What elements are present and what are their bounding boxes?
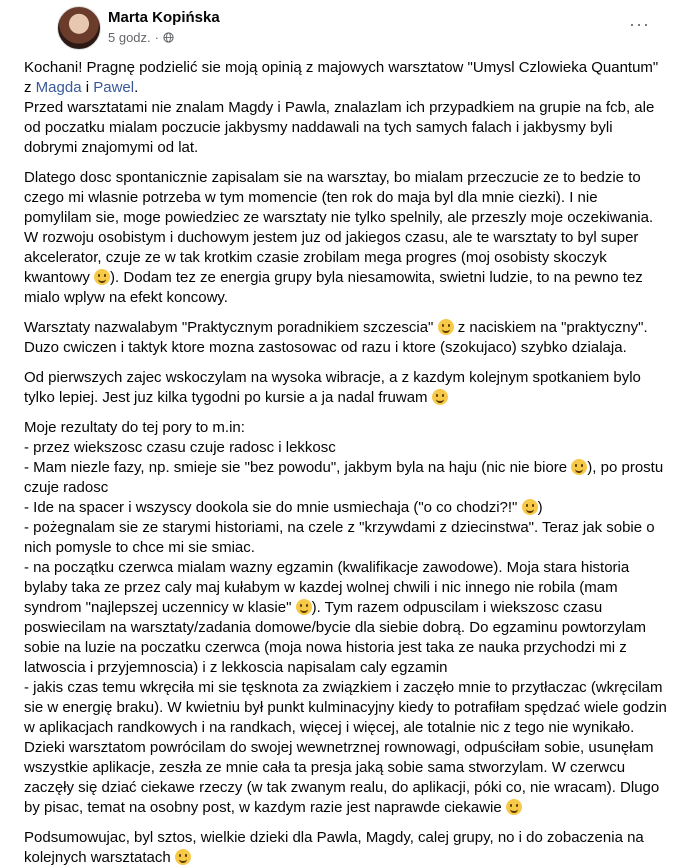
tag-magda-link[interactable]: Magda bbox=[35, 79, 82, 96]
list-item: ), po prostu czuje radosc bbox=[24, 459, 664, 496]
post-text: Duzo cwiczen i taktyk ktore mozna zastosowac od razu i ktore (szokujaco) szybko dzialaja. bbox=[24, 339, 627, 356]
smile-emoji-icon bbox=[506, 799, 522, 815]
tongue-emoji-icon bbox=[296, 599, 312, 615]
tag-pawel-link[interactable]: Pawel bbox=[93, 79, 135, 96]
grin-emoji-icon bbox=[175, 849, 191, 865]
post-paragraph bbox=[24, 828, 668, 868]
post-paragraph bbox=[24, 168, 668, 308]
post-paragraph bbox=[24, 418, 668, 818]
smile-emoji-icon bbox=[432, 389, 448, 405]
post-text: Warsztaty nazwalabym "Praktycznym poradnikiem szczescia" bbox=[24, 319, 438, 336]
post-paragraph bbox=[24, 318, 668, 358]
smile-emoji-icon bbox=[94, 269, 110, 285]
post-text: Podsumowujac, byl sztos, wielkie dzieki dla Pawla, Magdy, calej grupy, no i do zobaczenia na kolejnych warsztatach bbox=[24, 829, 644, 866]
tongue-emoji-icon bbox=[571, 459, 587, 475]
post-text: ). Dodam tez ze energia grupy byla niesamowita, swietni ludzie, to na pewno tez mialo wplyw na efekt koncowy. bbox=[24, 269, 643, 306]
post-text: . bbox=[134, 79, 139, 96]
avatar[interactable] bbox=[57, 6, 101, 50]
meta-separator: · bbox=[154, 30, 159, 45]
list-item: - jakis czas temu wkręciła mi sie tęsknota za związkiem i zaczęło mnie to przytłaczac (wkręcilam sie w energię braku). W kwietniu był punkt kulminacyjny kiedy to potrafiłam spędzać wiele godzin w aplikacjach randkowych i na randkach, więcej i więcej, ale totalnie nic z tego nie wynikało. Dzieki warsztatom powrócilam do swojej wewnetrznej rownowagi, odpuściłam sobie, usunęłam wszystkie aplikacje, zeszła ze mnie cała ta presja jaką sobie sama stworzylam. W czerwcu zaczęły się dziać ciekawe rzeczy (w tak zwanym realu, do aplikacji, póki co, nie wracam). Dlugo by pisac, temat na osobny post, w kazdym razie jest naprawde ciekawie bbox=[24, 679, 667, 816]
post-text: Kochani! Pragnę podzielić sie moją opinią z majowych warsztatow "Umysl Czlowieka Quantum" z bbox=[24, 59, 659, 96]
smile-emoji-icon bbox=[522, 499, 538, 515]
list-item: ) bbox=[537, 499, 543, 516]
post-text: z naciskiem na "praktyczny". bbox=[453, 319, 648, 336]
list-item: - przez wiekszosc czasu czuje radosc i lekkosc bbox=[24, 439, 336, 456]
list-item: - na początku czerwca mialam wazny egzamin (kwalifikacje zawodowe). Moja stara historia bylaby taka ze przez caly maj kułabym w kazdej wolnej chwili i nic innego nie robila (mam syndrom "najlepszej uczennicy w klasie" bbox=[24, 559, 630, 616]
post-paragraph bbox=[24, 58, 668, 158]
globe-icon[interactable] bbox=[163, 32, 174, 43]
smile-emoji-icon bbox=[438, 319, 454, 335]
list-item: - pożegnalam sie ze starymi historiami, na czele z "krzywdami z dziecinstwa". Teraz jak sobie o nich pomysle to chce mi sie smiac. bbox=[24, 519, 655, 556]
post-text: W rozwoju osobistym i duchowym jestem juz od jakiegos czasu, ale te warsztaty to byl super akcelerator, czuje ze w tak krotkim czasie zrobilam mega progres (moj osobisty skoczyk kwantowy bbox=[24, 229, 639, 286]
post-text: Moje rezultaty do tej pory to m.in: bbox=[24, 419, 245, 436]
more-icon[interactable]: ··· bbox=[629, 14, 650, 34]
list-item: - Ide na spacer i wszyscy dookola sie do mnie usmiechaja ("o co chodzi?!" bbox=[24, 499, 522, 516]
post-text: Dlatego dosc spontanicznie zapisalam sie na warsztay, bo mialam przeczucie ze to bedzie to czego mi wlasnie potrzeba w tym momencie (ten rok do maja byl dla mnie ciezki). I nie pomylilam sie, moge powiedziec ze warsztaty nie tylko spelnily, ale przeszly moje oczekiwania. bbox=[24, 169, 654, 226]
post-text: Przed warsztatami nie znalam Magdy i Pawla, znalazlam ich przypadkiem na grupie na fcb, ale od poczatku mialam poczucie jakbysmy naddawali na tych samych falach i jakbysmy byli dobrymi znajomymi od lat. bbox=[24, 99, 655, 156]
post-body bbox=[0, 58, 680, 868]
post-text: i bbox=[81, 79, 94, 96]
post-text: Od pierwszych zajec wskoczylam na wysoka wibracje, a z kazdym kolejnym spotkaniem bylo tylko lepiej. Jest juz kilka tygodni po kursie a ja nadal fruwam bbox=[24, 369, 641, 406]
author-name[interactable]: Marta Kopińska bbox=[108, 9, 220, 26]
post-paragraph bbox=[24, 368, 668, 408]
post-meta bbox=[108, 30, 174, 45]
post-header bbox=[0, 0, 680, 58]
list-item: - Mam niezle fazy, np. smieje sie "bez powodu", jakbym byla na haju (nic nie biore bbox=[24, 459, 572, 476]
list-item: ). Tym razem odpuscilam i wiekszosc czasu poswiecilam na warsztaty/zadania domowe/bycie dla siebie dobrą. Do egzaminu powtorzylam sobie na luzie na poczatku czerwca (moja nowa historia jest taka ze nauka przychodzi mi z latwoscia i przyjemnoscia) i z lekkoscia napisalam caly egzamin bbox=[24, 599, 646, 676]
post-time[interactable]: 5 godz. bbox=[108, 30, 151, 45]
